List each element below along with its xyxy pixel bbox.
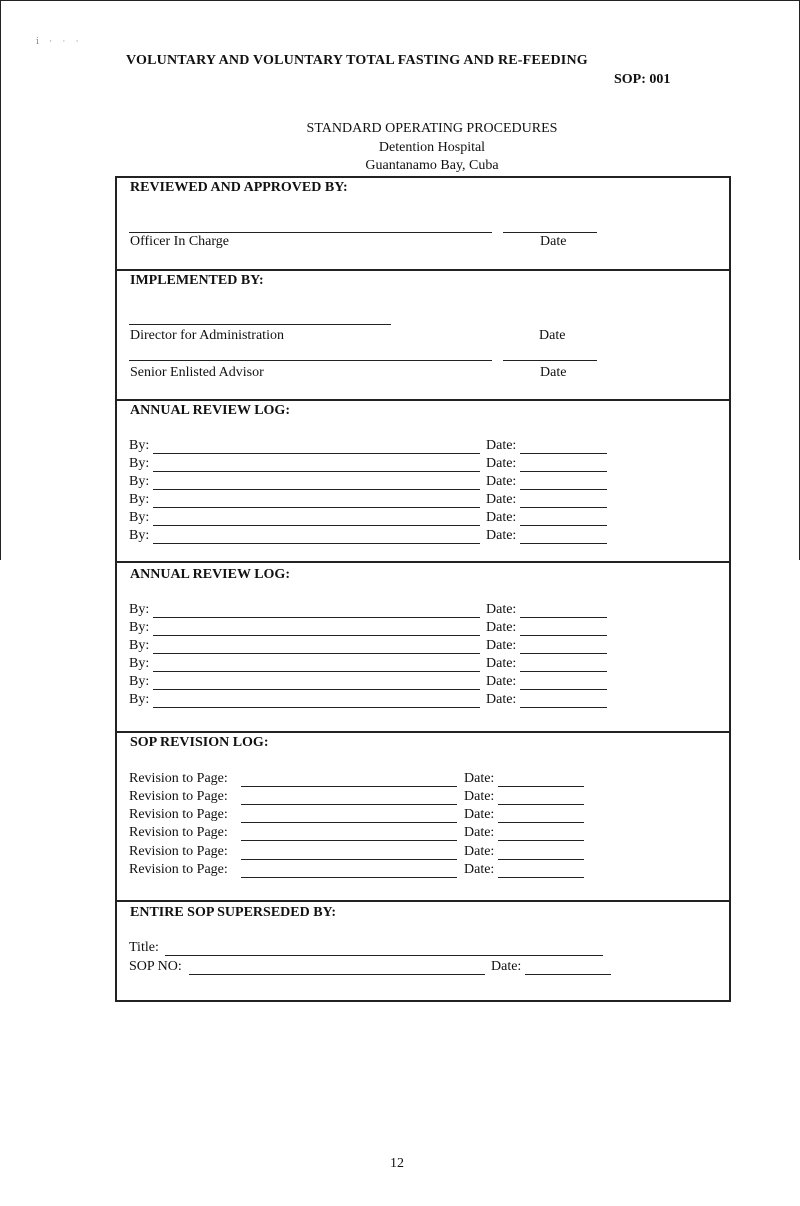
- review-log-row[interactable]: By: Date:: [129, 528, 609, 546]
- sop-number: SOP: 001: [614, 72, 671, 87]
- superseded-section-title: ENTIRE SOP SUPERSEDED BY:: [130, 905, 337, 920]
- review-log-row[interactable]: By: Date:: [129, 674, 609, 692]
- section-divider: [117, 731, 729, 733]
- scan-mark: ⅰ · · ·: [36, 36, 83, 46]
- annual-review-log-title: ANNUAL REVIEW LOG:: [130, 403, 290, 418]
- director-date-label: Date: [539, 328, 566, 343]
- facility-name: Detention Hospital: [378, 140, 486, 155]
- superseded-sop-row[interactable]: SOP NO: Date:: [129, 959, 614, 977]
- advisor-date-label: Date: [540, 365, 567, 380]
- reviewed-section-title: REVIEWED AND APPROVED BY:: [130, 180, 348, 195]
- review-log-row[interactable]: By: Date:: [129, 456, 609, 474]
- revision-log-row[interactable]: Revision to Page: Date:: [129, 789, 599, 807]
- implemented-section-title: IMPLEMENTED BY:: [130, 273, 264, 288]
- revision-log-row[interactable]: Revision to Page: Date:: [129, 807, 599, 825]
- review-log-row[interactable]: By: Date:: [129, 510, 609, 528]
- review-log-row[interactable]: By: Date:: [129, 602, 609, 620]
- facility-location: Guantanamo Bay, Cuba: [365, 158, 499, 173]
- document-title: VOLUNTARY AND VOLUNTARY TOTAL FASTING AND RE-FEEDING: [126, 53, 588, 68]
- annual-review-log-title: ANNUAL REVIEW LOG:: [130, 567, 290, 582]
- review-log-row[interactable]: By: Date:: [129, 638, 609, 656]
- advisor-signature-line[interactable]: [129, 360, 492, 361]
- review-log-row[interactable]: By: Date:: [129, 620, 609, 638]
- senior-enlisted-advisor-label: Senior Enlisted Advisor: [130, 365, 264, 380]
- section-divider: [117, 900, 729, 902]
- page-edge-left: [0, 0, 1, 560]
- officer-in-charge-label: Officer In Charge: [130, 234, 229, 249]
- officer-signature-line[interactable]: [129, 232, 492, 233]
- review-log-row[interactable]: By: Date:: [129, 692, 609, 710]
- director-label: Director for Administration: [130, 328, 284, 343]
- review-log-row[interactable]: By: Date:: [129, 656, 609, 674]
- revision-log-row[interactable]: Revision to Page: Date:: [129, 862, 599, 880]
- section-divider: [117, 269, 729, 271]
- review-log-row[interactable]: By: Date:: [129, 492, 609, 510]
- page-edge-top: [0, 0, 800, 1]
- section-divider: [117, 561, 729, 563]
- superseded-title-row[interactable]: Title:: [129, 940, 609, 958]
- revision-log-row[interactable]: Revision to Page: Date:: [129, 771, 599, 789]
- review-log-row[interactable]: By: Date:: [129, 474, 609, 492]
- advisor-date-line[interactable]: [503, 360, 597, 361]
- revision-log-row[interactable]: Revision to Page: Date:: [129, 844, 599, 862]
- officer-date-label: Date: [540, 234, 567, 249]
- page-number: 12: [390, 1156, 404, 1171]
- sop-revision-log-title: SOP REVISION LOG:: [130, 735, 269, 750]
- review-log-row[interactable]: By: Date:: [129, 438, 609, 456]
- revision-log-row[interactable]: Revision to Page: Date:: [129, 825, 599, 843]
- officer-date-line[interactable]: [503, 232, 597, 233]
- director-signature-line[interactable]: [129, 324, 391, 325]
- section-divider: [117, 399, 729, 401]
- approval-form: [115, 176, 731, 1002]
- procedures-heading: STANDARD OPERATING PROCEDURES: [306, 121, 558, 136]
